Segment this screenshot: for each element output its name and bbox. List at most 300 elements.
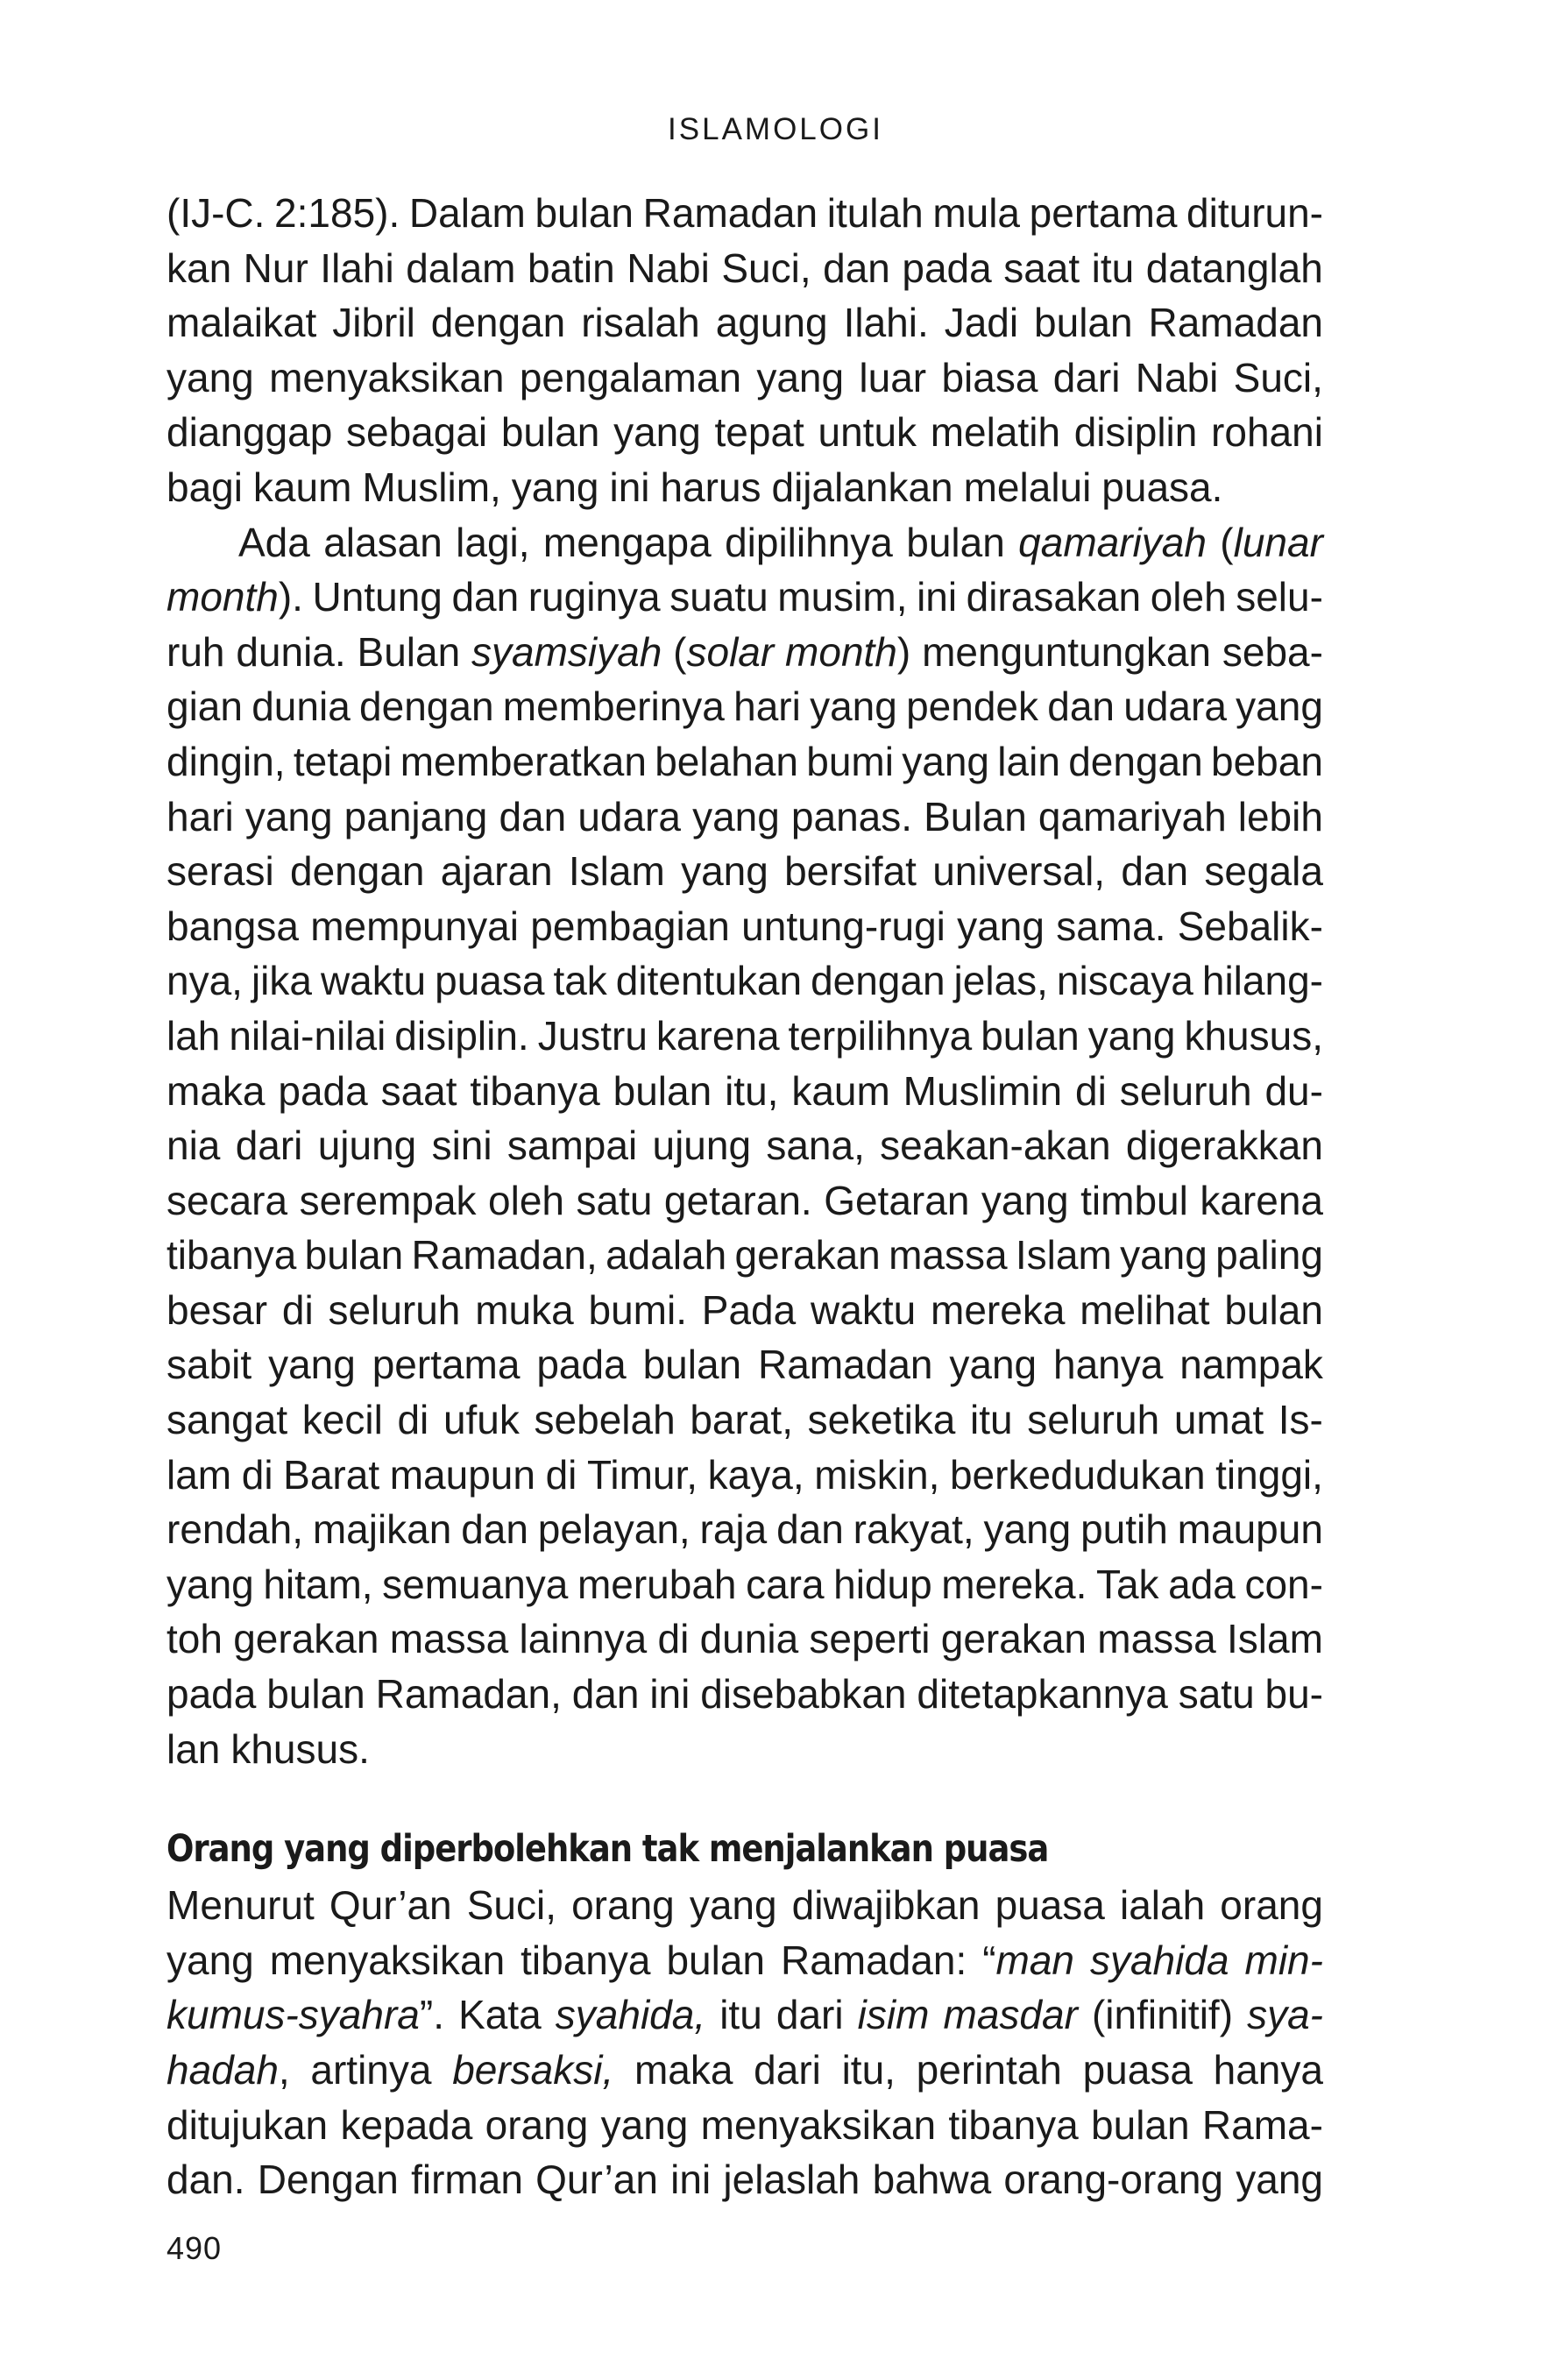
word: tinggi,: [1215, 1451, 1323, 1498]
word: bulan: [1034, 300, 1133, 346]
word: ini: [670, 2157, 712, 2203]
word: syamsiyah: [471, 628, 662, 675]
word: yang: [511, 464, 599, 510]
word: Getaran: [824, 1177, 970, 1223]
word: Islam: [568, 848, 665, 895]
word: maka: [166, 1067, 266, 1114]
word: seba-: [1222, 628, 1323, 675]
text-line: [166, 570, 1323, 625]
word: harus: [660, 464, 761, 510]
word: nilai-nilai: [229, 1012, 386, 1059]
text-line: [166, 186, 1323, 241]
word: pertama: [372, 1342, 521, 1388]
word: dan: [499, 793, 567, 839]
word: bulan: [266, 1671, 365, 1718]
word: maupun: [389, 1451, 535, 1498]
word: kaya,: [707, 1451, 804, 1498]
word: ufuk: [443, 1397, 520, 1443]
word: menyaksikan: [269, 1937, 506, 1983]
word: puasa: [1082, 2047, 1193, 2093]
word: itu,: [725, 1067, 779, 1114]
word: bulan: [981, 1012, 1080, 1059]
word: dan: [451, 574, 520, 620]
word: malaikat: [166, 300, 317, 346]
word: massa: [389, 1616, 509, 1662]
word: bu-: [1264, 1671, 1323, 1718]
word: disiplin.: [394, 1012, 529, 1059]
word: bulan: [613, 1067, 712, 1114]
word: satu: [1178, 1671, 1255, 1718]
word: qamariyah: [1038, 793, 1227, 839]
word: sabit: [166, 1342, 252, 1388]
word: yang: [810, 684, 897, 730]
word: melihat: [1080, 1286, 1210, 1333]
word: datanglah: [1145, 244, 1323, 291]
word: barat,: [690, 1397, 793, 1443]
word: masdar: [943, 1992, 1078, 2038]
word: ditetapkannya: [917, 1671, 1168, 1718]
word: mula: [932, 190, 1021, 236]
word: Jibril: [332, 300, 415, 346]
word: Muslim,: [362, 464, 501, 510]
word: panas.: [790, 793, 913, 839]
section-heading: Orang yang diperbolehkan tak menjalankan puasa: [166, 1827, 1049, 1872]
word: Jadi: [944, 300, 1019, 346]
word: di: [657, 1616, 690, 1662]
word: ujung: [317, 1123, 417, 1169]
text-line: [166, 1987, 1323, 2043]
word: dunia.: [236, 628, 346, 675]
word: untung-rugi: [741, 903, 945, 949]
text-line: [166, 1228, 1323, 1283]
word: syahida,: [555, 1992, 706, 2038]
word: seketika: [807, 1397, 956, 1443]
word: Bulan: [924, 793, 1027, 839]
word: Ramadan: [1148, 300, 1323, 346]
word: lebih: [1237, 793, 1323, 839]
word: tibanya: [521, 1937, 651, 1983]
word: di: [281, 1286, 314, 1333]
word: yang: [166, 1561, 254, 1607]
word: con-: [1244, 1561, 1323, 1607]
word: getaran.: [663, 1177, 812, 1223]
word: musim,: [777, 574, 908, 620]
word: Sebalik-: [1177, 903, 1323, 949]
word: disiplin: [1073, 409, 1198, 456]
word: Justru: [537, 1012, 648, 1059]
word: puasa: [435, 958, 545, 1004]
word: yang: [268, 1342, 356, 1388]
word: mempunyai: [310, 903, 519, 949]
word: nia: [166, 1123, 221, 1169]
word: Suci,: [466, 1882, 556, 1929]
word: ditujukan: [166, 2101, 329, 2148]
word: serasi: [166, 848, 274, 895]
word: paling: [1215, 1232, 1323, 1279]
word: firman: [411, 2157, 523, 2203]
word: isim: [857, 1992, 930, 2038]
word: oleh: [1150, 574, 1227, 620]
text-line: [166, 2098, 1323, 2153]
word: toh: [166, 1616, 223, 1662]
word: yang: [613, 409, 701, 456]
word: beban: [1211, 738, 1323, 784]
word: semuanya: [382, 1561, 569, 1607]
word: yang: [1120, 1232, 1208, 1279]
word: nya,: [166, 958, 243, 1004]
word: berkedudukan: [949, 1451, 1206, 1498]
word: sama.: [1056, 903, 1166, 949]
word: bulan: [906, 519, 1005, 565]
word: kaum: [791, 1067, 890, 1114]
word: cara: [746, 1561, 825, 1607]
word: hitam,: [263, 1561, 373, 1607]
word: Untung: [312, 574, 443, 620]
text-line: [166, 2043, 1323, 2098]
word: yang: [689, 1882, 777, 1929]
word: ada: [1168, 1561, 1236, 1607]
word: yang: [983, 1506, 1072, 1553]
word: untuk: [818, 409, 917, 456]
word: sangat: [166, 1397, 288, 1443]
word: kepada: [340, 2101, 473, 2148]
word: oleh: [488, 1177, 564, 1223]
word: dari: [776, 1992, 844, 2038]
word: saat: [1003, 244, 1080, 291]
word: karena: [1200, 1177, 1323, 1223]
word: Dengan: [257, 2157, 399, 2203]
word: Ramadan:: [780, 1937, 967, 1983]
word: Suci,: [721, 244, 811, 291]
word: besar: [166, 1286, 268, 1333]
word: tepat: [714, 409, 804, 456]
word: pada: [166, 1671, 257, 1718]
word: pada: [278, 1067, 368, 1114]
word: umat: [1173, 1397, 1264, 1443]
word: timbul: [1080, 1177, 1188, 1223]
word: dan: [461, 1506, 528, 1553]
word: karena: [655, 1012, 780, 1059]
word: tibanya: [948, 2101, 1079, 2148]
word: dan: [776, 1506, 844, 1553]
text-line: [166, 1722, 1323, 1777]
word: Nabi: [627, 244, 710, 291]
word: Qur’an: [329, 1882, 452, 1929]
word: orang: [485, 2101, 589, 2148]
word: adalah: [606, 1232, 727, 1279]
word: bulan: [304, 1232, 404, 1279]
word: menguntungkan: [922, 628, 1212, 675]
word: yang: [1236, 684, 1323, 730]
word: itu: [1091, 244, 1135, 291]
word: (IJ-C.: [166, 190, 266, 236]
word: Tak: [1095, 1561, 1159, 1607]
word: dari: [754, 2047, 821, 2093]
word: batin: [527, 244, 615, 291]
text-line: [166, 1502, 1323, 1557]
word: perintah: [916, 2047, 1062, 2093]
word: memberinya: [502, 684, 725, 730]
word: gian: [166, 684, 243, 730]
word: bersaksi,: [452, 2047, 614, 2093]
word: (solar: [673, 628, 775, 675]
word: digerakkan: [1125, 1123, 1323, 1169]
text-line: [166, 241, 1323, 296]
word: pendek: [906, 684, 1039, 730]
word: Nabi: [1135, 354, 1219, 400]
word: yang: [166, 1937, 254, 1983]
word: rendah,: [166, 1506, 304, 1553]
word: bahwa: [872, 2157, 992, 2203]
word: saat: [380, 1067, 457, 1114]
text-line: [166, 899, 1323, 954]
word: ujung: [652, 1123, 752, 1169]
word: dan: [1121, 848, 1189, 895]
word: massa: [1097, 1616, 1216, 1662]
word: Dalam: [408, 190, 526, 236]
word: biasa: [941, 354, 1038, 400]
word: segala: [1204, 848, 1323, 895]
word: udara: [577, 793, 681, 839]
word: pada: [536, 1342, 627, 1388]
word: gerakan: [233, 1616, 379, 1662]
word: lagi,: [456, 519, 530, 565]
word: “man: [982, 1937, 1074, 1983]
word: secara: [166, 1177, 288, 1223]
word: Kata: [458, 1992, 542, 2038]
text-line: [166, 515, 1323, 570]
word: Timur,: [586, 1451, 698, 1498]
word: bulan: [535, 190, 634, 236]
word: hari: [733, 684, 801, 730]
word: orang-orang: [1003, 2157, 1224, 2203]
text-line: [166, 405, 1323, 460]
word: dari: [1052, 354, 1121, 400]
word: bulan: [500, 409, 600, 456]
word: tetapi: [293, 738, 393, 784]
page-number: 490: [166, 2230, 223, 2266]
word: jelas,: [953, 958, 1048, 1004]
text-line: [166, 625, 1323, 680]
word: maka: [634, 2047, 733, 2093]
word: hilang-: [1201, 958, 1323, 1004]
text-line: [166, 1878, 1323, 1933]
word: bumi: [806, 738, 894, 784]
word: kecil: [301, 1397, 383, 1443]
word: Islam: [1015, 1232, 1112, 1279]
word: dingin,: [166, 738, 286, 784]
word: agung: [715, 300, 828, 346]
word: panjang: [343, 793, 488, 839]
word: itu,: [841, 2047, 896, 2093]
word: yang: [166, 354, 254, 400]
word: bulan: [1091, 2101, 1190, 2148]
word: rohani: [1211, 409, 1323, 456]
word: belahan: [655, 738, 798, 784]
word: dirasakan: [966, 574, 1142, 620]
text-line: [166, 734, 1323, 790]
word: khusus.: [230, 1725, 370, 1772]
word: Islam: [1227, 1616, 1323, 1662]
word: jika: [251, 958, 312, 1004]
word: artinya: [310, 2047, 432, 2093]
word: dan.: [166, 2157, 245, 2203]
text-line: [166, 351, 1323, 406]
word: seluruh: [1119, 1067, 1252, 1114]
text-line: [166, 1448, 1323, 1503]
word: nampak: [1179, 1342, 1323, 1388]
word: bulan: [642, 1342, 742, 1388]
word: (lunar: [1220, 519, 1323, 565]
text-line: [166, 1611, 1323, 1667]
word: Qur’an: [535, 2157, 658, 2203]
word: mereka: [931, 1286, 1066, 1333]
word: Bulan: [357, 628, 461, 675]
word: bersifat: [784, 848, 917, 895]
running-head: ISLAMOLOGI: [668, 112, 883, 146]
word: suatu: [669, 574, 768, 620]
word: sana,: [766, 1123, 865, 1169]
word: dunia: [699, 1616, 799, 1662]
word: dan: [571, 1671, 640, 1718]
word: merubah: [577, 1561, 737, 1607]
word: massa: [889, 1232, 1008, 1279]
word: Nur: [243, 244, 308, 291]
word: hadah,: [166, 2047, 290, 2093]
word: hanya: [1213, 2047, 1323, 2093]
word: waktu: [811, 1286, 917, 1333]
word: dan: [1047, 684, 1115, 730]
word: sampai: [506, 1123, 638, 1169]
word: dengan: [289, 848, 425, 895]
word: putih: [1080, 1506, 1168, 1553]
word: lam: [166, 1451, 232, 1498]
word: alasan: [323, 519, 443, 565]
word: dengan: [430, 300, 566, 346]
word: yang: [244, 793, 333, 839]
word: sya-: [1247, 1992, 1323, 2038]
section-gap: [166, 1776, 1323, 1820]
word: rakyat,: [853, 1506, 974, 1553]
word: sini: [431, 1123, 492, 1169]
word: raja: [699, 1506, 768, 1553]
word: Suci,: [1233, 354, 1323, 400]
word: seluruh: [1027, 1397, 1160, 1443]
word: pelayan,: [537, 1506, 691, 1553]
word: mengapa: [542, 519, 712, 565]
word: khusus,: [1184, 1012, 1323, 1059]
word: Ramadan,: [375, 1671, 562, 1718]
word: universal,: [932, 848, 1106, 895]
word: diturun-: [1186, 190, 1323, 236]
text-line: [166, 1009, 1323, 1064]
word: dengan: [1068, 738, 1203, 784]
body-text: [166, 186, 1323, 2207]
word: dan: [823, 244, 890, 291]
word: dipilihnya: [725, 519, 893, 565]
text-line: [166, 1064, 1323, 1119]
word: Menurut: [166, 1882, 315, 1929]
word: lah: [166, 1012, 221, 1059]
text-line: [166, 1557, 1323, 1612]
word: dari: [235, 1123, 303, 1169]
text-line: [166, 844, 1323, 899]
text-line: [166, 2152, 1323, 2207]
word: bangsa: [166, 903, 299, 949]
word: yang: [756, 354, 845, 400]
text-line: [166, 790, 1323, 845]
text-line: [166, 1118, 1323, 1173]
word: yang: [600, 2101, 689, 2148]
word: dalam: [406, 244, 516, 291]
word: ini: [649, 1671, 691, 1718]
word: kumus-syahra”.: [166, 1992, 444, 2038]
word: selu-: [1236, 574, 1323, 620]
word: yang: [692, 793, 780, 839]
word: dunia: [251, 684, 351, 730]
word: majikan: [312, 1506, 452, 1553]
word: pada: [902, 244, 992, 291]
text-line: [166, 1337, 1323, 1392]
word: month): [785, 628, 911, 675]
word: sebelah: [534, 1397, 676, 1443]
word: Ilahi.: [843, 300, 929, 346]
word: qamariyah: [1018, 519, 1207, 565]
word: min-: [1244, 1937, 1323, 1983]
text-line: [166, 1173, 1323, 1229]
word: puasa.: [1101, 464, 1223, 510]
word: ini: [917, 574, 958, 620]
word: mereka.: [941, 1561, 1087, 1607]
word: ditentukan: [615, 958, 803, 1004]
word: yang: [1236, 2157, 1323, 2203]
word: bulan: [666, 1937, 766, 1983]
word: melatih: [930, 409, 1061, 456]
word: yang: [1087, 1012, 1176, 1059]
word: ruh: [166, 628, 225, 675]
text-line: [166, 1392, 1323, 1448]
word: Ilahi: [320, 244, 394, 291]
word: maupun: [1177, 1506, 1323, 1553]
word: yang: [681, 848, 768, 895]
word: du-: [1264, 1067, 1323, 1114]
word: gerakan: [940, 1616, 1087, 1662]
word: puasa: [995, 1882, 1105, 1929]
text-line: [166, 679, 1323, 734]
word: pembagian: [530, 903, 730, 949]
word: ialah: [1120, 1882, 1206, 1929]
word: Ramadan: [758, 1342, 933, 1388]
word: satu: [576, 1177, 653, 1223]
word: lain: [997, 738, 1060, 784]
text-line: [166, 953, 1323, 1009]
word: Ada: [238, 519, 310, 565]
word: kan: [166, 244, 232, 291]
word: tibanya: [166, 1232, 297, 1279]
word: syahida: [1089, 1937, 1229, 1983]
word: yang: [981, 1177, 1069, 1223]
word: serempak: [299, 1177, 477, 1223]
word: yang: [902, 738, 989, 784]
text-line: [166, 1933, 1323, 1988]
word: sebagai: [346, 409, 488, 456]
word: muka: [475, 1286, 574, 1333]
word: jelaslah: [723, 2157, 860, 2203]
word: yang: [957, 903, 1045, 949]
word: ini: [609, 464, 650, 510]
word: di: [545, 1451, 577, 1498]
word: seperti: [809, 1616, 931, 1662]
